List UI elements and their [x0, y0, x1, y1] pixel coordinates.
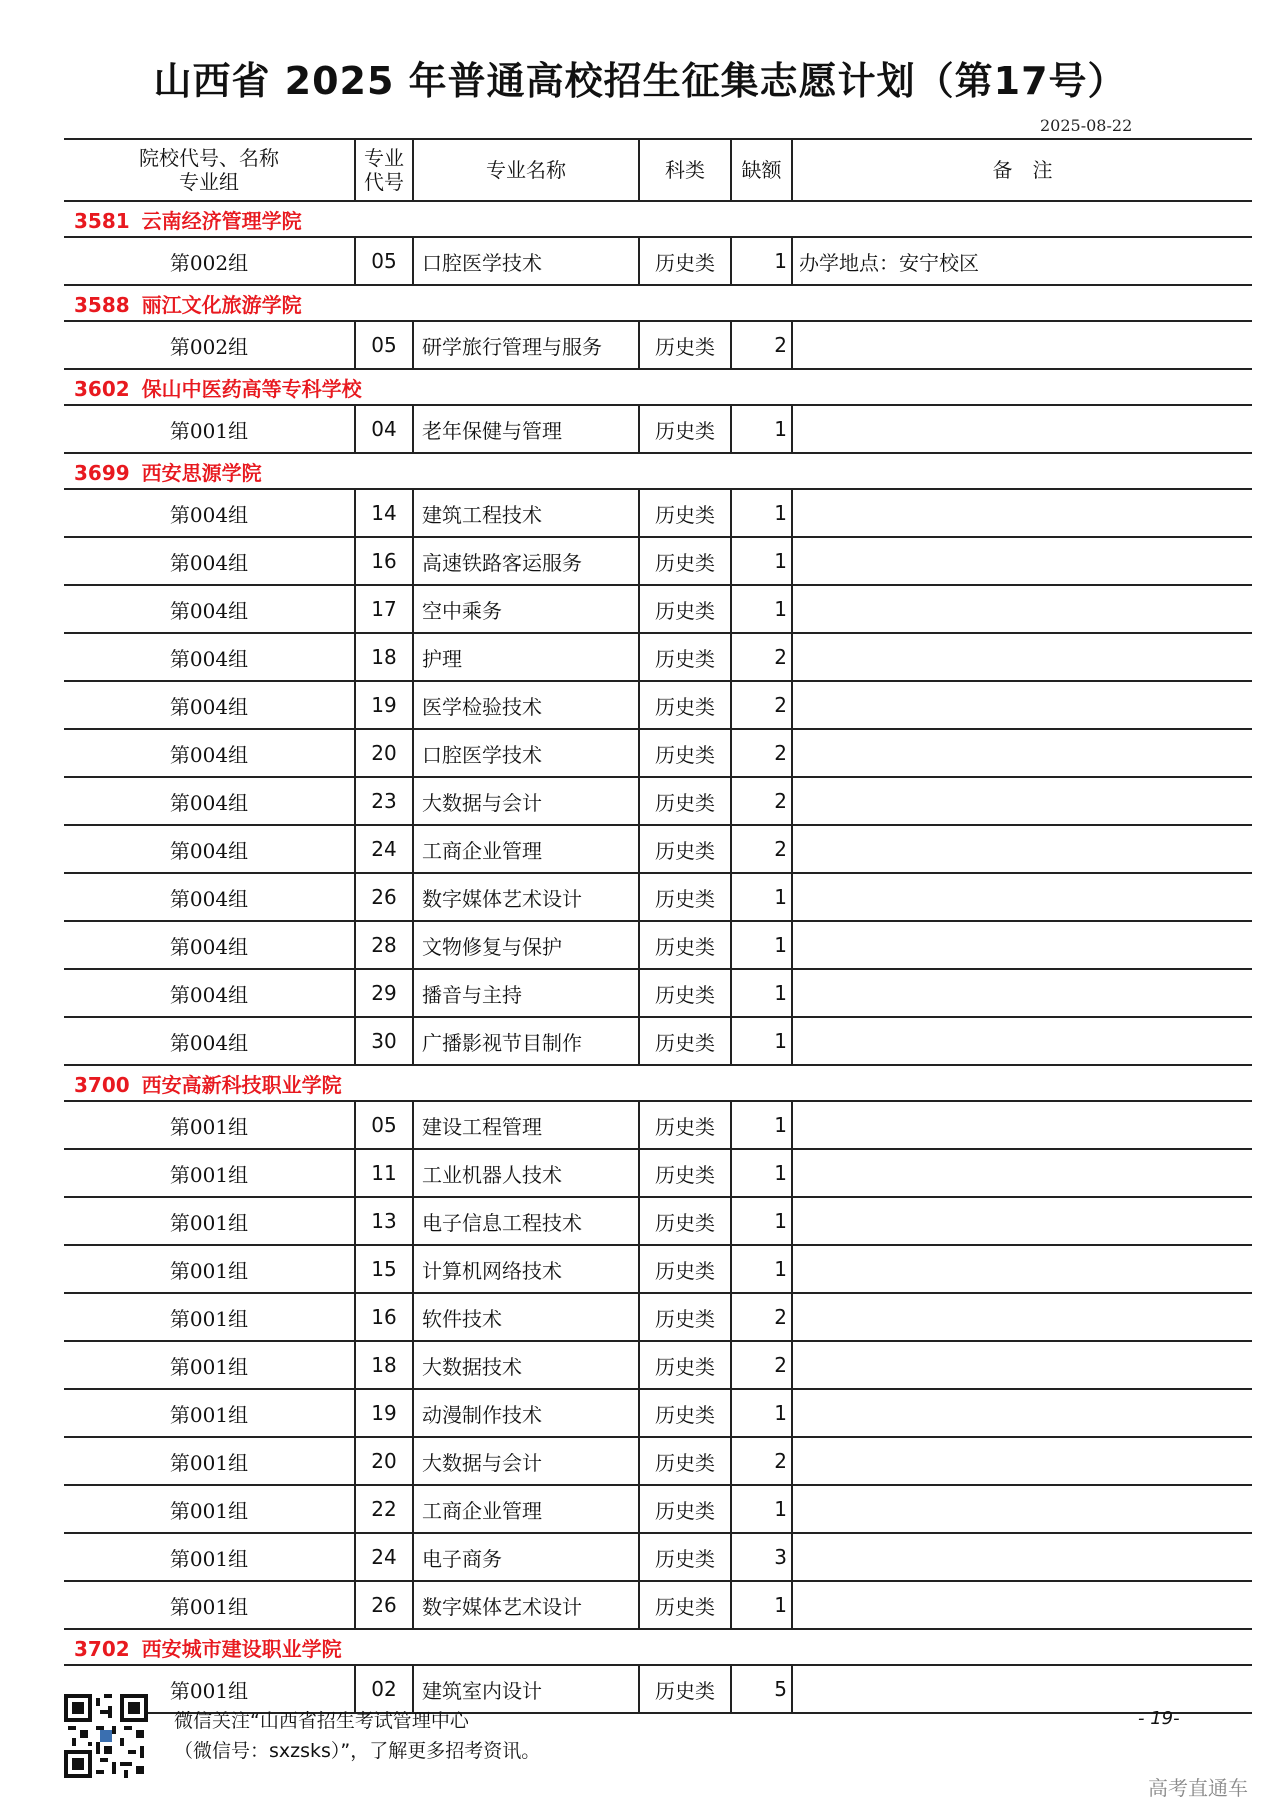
- table-row: [64, 922, 1252, 970]
- school-row: [64, 1630, 1252, 1666]
- group-cell: 第001组: [64, 406, 356, 452]
- vacancy-cell: 2: [732, 322, 793, 368]
- vacancy-cell: 1: [732, 1246, 793, 1292]
- table-row: [64, 1246, 1252, 1294]
- major-name-cell: 医学检验技术: [414, 682, 640, 728]
- vacancy-cell: 1: [732, 970, 793, 1016]
- category-cell: 历史类: [640, 1246, 732, 1292]
- vacancy-cell: 2: [732, 1438, 793, 1484]
- major-name-cell: 计算机网络技术: [414, 1246, 640, 1292]
- group-cell: 第004组: [64, 634, 356, 680]
- school-name: 西安城市建设职业学院: [141, 1636, 342, 1661]
- vacancy-cell: 1: [732, 1582, 793, 1628]
- school-name: 西安高新科技职业学院: [141, 1072, 342, 1097]
- school-code: 3700: [74, 1072, 130, 1097]
- table-row: [64, 874, 1252, 922]
- school-row: [64, 454, 1252, 490]
- watermark: 高考直通车: [1148, 1776, 1248, 1800]
- school-name: 保山中医药高等专科学校: [141, 376, 362, 401]
- school-heading: [64, 373, 362, 402]
- vacancy-cell: 2: [732, 1342, 793, 1388]
- major-code-cell: 05: [356, 322, 414, 368]
- table-row: [64, 238, 1252, 286]
- page-number: - 19-: [1138, 1708, 1180, 1729]
- major-code-cell: 05: [356, 238, 414, 284]
- major-code-cell: 11: [356, 1150, 414, 1196]
- category-cell: 历史类: [640, 1390, 732, 1436]
- group-cell: 第001组: [64, 1486, 356, 1532]
- category-cell: 历史类: [640, 1486, 732, 1532]
- major-code-cell: 28: [356, 922, 414, 968]
- school-code: 3588: [74, 292, 130, 317]
- category-cell: 历史类: [640, 1342, 732, 1388]
- major-name-cell: 软件技术: [414, 1294, 640, 1340]
- vacancy-cell: 2: [732, 1294, 793, 1340]
- table-row: [64, 1150, 1252, 1198]
- major-code-cell: 15: [356, 1246, 414, 1292]
- note-cell: 办学地点：安宁校区: [799, 250, 979, 275]
- table-row: [64, 1342, 1252, 1390]
- major-code-cell: 20: [356, 1438, 414, 1484]
- category-cell: 历史类: [640, 778, 732, 824]
- major-name-cell: 空中乘务: [414, 586, 640, 632]
- header-note: 备 注: [992, 158, 1053, 182]
- major-code-cell: 29: [356, 970, 414, 1016]
- table-row: [64, 322, 1252, 370]
- table-row: [64, 1582, 1252, 1630]
- school-code: 3581: [74, 208, 130, 233]
- note-cell: [793, 586, 1252, 632]
- category-cell: 历史类: [640, 1102, 732, 1148]
- category-cell: 历史类: [640, 826, 732, 872]
- note-cell: [793, 1342, 1252, 1388]
- group-cell: 第004组: [64, 826, 356, 872]
- note-cell: [793, 778, 1252, 824]
- vacancy-cell: 1: [732, 586, 793, 632]
- table-row: [64, 778, 1252, 826]
- school-name: 丽江文化旅游学院: [141, 292, 302, 317]
- major-name-cell: 动漫制作技术: [414, 1390, 640, 1436]
- category-cell: 历史类: [640, 1438, 732, 1484]
- major-code-cell: 16: [356, 538, 414, 584]
- table-row: [64, 1102, 1252, 1150]
- enrollment-table: [64, 138, 1252, 1714]
- major-code-cell: 26: [356, 1582, 414, 1628]
- school-row: [64, 1066, 1252, 1102]
- group-cell: 第001组: [64, 1390, 356, 1436]
- note-cell: [793, 1666, 1252, 1712]
- table-row: [64, 634, 1252, 682]
- header-vacancy: 缺额: [732, 140, 793, 200]
- note-cell: [793, 490, 1252, 536]
- school-name: 西安思源学院: [141, 460, 262, 485]
- category-cell: 历史类: [640, 1018, 732, 1064]
- school-code: 3702: [74, 1636, 130, 1661]
- category-cell: 历史类: [640, 634, 732, 680]
- school-row: [64, 286, 1252, 322]
- note-cell: [793, 1534, 1252, 1580]
- table-row: [64, 1390, 1252, 1438]
- major-name-cell: 数字媒体艺术设计: [414, 1582, 640, 1628]
- group-cell: 第004组: [64, 586, 356, 632]
- note-cell: [793, 1294, 1252, 1340]
- qr-code-icon: [64, 1694, 148, 1778]
- vacancy-cell: 2: [732, 826, 793, 872]
- category-cell: 历史类: [640, 238, 732, 284]
- vacancy-cell: 5: [732, 1666, 793, 1712]
- group-cell: 第004组: [64, 490, 356, 536]
- table-row: [64, 586, 1252, 634]
- major-name-cell: 建设工程管理: [414, 1102, 640, 1148]
- category-cell: 历史类: [640, 922, 732, 968]
- note-cell: [793, 538, 1252, 584]
- table-row: [64, 1438, 1252, 1486]
- note-cell: [793, 634, 1252, 680]
- table-row: [64, 730, 1252, 778]
- group-cell: 第001组: [64, 1102, 356, 1148]
- header-col2-line2: 代号: [364, 170, 404, 194]
- major-code-cell: 05: [356, 1102, 414, 1148]
- group-cell: 第002组: [64, 238, 356, 284]
- note-cell: [793, 1150, 1252, 1196]
- note-cell: [793, 1198, 1252, 1244]
- major-name-cell: 高速铁路客运服务: [414, 538, 640, 584]
- major-name-cell: 广播影视节目制作: [414, 1018, 640, 1064]
- group-cell: 第001组: [64, 1438, 356, 1484]
- major-name-cell: 电子信息工程技术: [414, 1198, 640, 1244]
- publish-date: 2025-08-22: [1040, 116, 1133, 135]
- note-cell: [793, 682, 1252, 728]
- table-row: [64, 1018, 1252, 1066]
- group-cell: 第001组: [64, 1198, 356, 1244]
- vacancy-cell: 1: [732, 490, 793, 536]
- vacancy-cell: 2: [732, 778, 793, 824]
- major-name-cell: 工商企业管理: [414, 826, 640, 872]
- category-cell: 历史类: [640, 730, 732, 776]
- category-cell: 历史类: [640, 970, 732, 1016]
- school-heading: [64, 1069, 342, 1098]
- major-name-cell: 建筑工程技术: [414, 490, 640, 536]
- note-cell: [793, 1582, 1252, 1628]
- school-heading: [64, 1633, 342, 1662]
- group-cell: 第001组: [64, 1582, 356, 1628]
- school-code: 3602: [74, 376, 130, 401]
- major-name-cell: 口腔医学技术: [414, 730, 640, 776]
- vacancy-cell: 1: [732, 1102, 793, 1148]
- school-row: [64, 202, 1252, 238]
- major-code-cell: 20: [356, 730, 414, 776]
- major-name-cell: 建筑室内设计: [414, 1666, 640, 1712]
- category-cell: 历史类: [640, 1582, 732, 1628]
- category-cell: 历史类: [640, 874, 732, 920]
- major-code-cell: 23: [356, 778, 414, 824]
- note-cell: [793, 922, 1252, 968]
- vacancy-cell: 1: [732, 1150, 793, 1196]
- category-cell: 历史类: [640, 538, 732, 584]
- major-name-cell: 研学旅行管理与服务: [414, 322, 640, 368]
- table-row: [64, 826, 1252, 874]
- major-name-cell: 工商企业管理: [414, 1486, 640, 1532]
- vacancy-cell: 1: [732, 238, 793, 284]
- table-row: [64, 1486, 1252, 1534]
- note-cell: [793, 1390, 1252, 1436]
- major-name-cell: 老年保健与管理: [414, 406, 640, 452]
- major-code-cell: 13: [356, 1198, 414, 1244]
- major-code-cell: 02: [356, 1666, 414, 1712]
- major-name-cell: 护理: [414, 634, 640, 680]
- footer-wechat-line1: 微信关注“山西省招生考试管理中心: [174, 1710, 469, 1732]
- footer-wechat-line2: （微信号：sxzsks）”，了解更多招考资讯。: [174, 1740, 541, 1762]
- vacancy-cell: 2: [732, 682, 793, 728]
- major-code-cell: 30: [356, 1018, 414, 1064]
- header-category: 科类: [640, 140, 732, 200]
- major-code-cell: 18: [356, 634, 414, 680]
- group-cell: 第004组: [64, 874, 356, 920]
- note-cell: [793, 826, 1252, 872]
- category-cell: 历史类: [640, 1666, 732, 1712]
- vacancy-cell: 1: [732, 406, 793, 452]
- vacancy-cell: 3: [732, 1534, 793, 1580]
- category-cell: 历史类: [640, 1294, 732, 1340]
- major-code-cell: 04: [356, 406, 414, 452]
- category-cell: 历史类: [640, 1150, 732, 1196]
- major-code-cell: 19: [356, 682, 414, 728]
- school-code: 3699: [74, 460, 130, 485]
- category-cell: 历史类: [640, 322, 732, 368]
- group-cell: 第004组: [64, 730, 356, 776]
- table-row: [64, 406, 1252, 454]
- vacancy-cell: 1: [732, 1486, 793, 1532]
- major-name-cell: 文物修复与保护: [414, 922, 640, 968]
- category-cell: 历史类: [640, 1198, 732, 1244]
- vacancy-cell: 1: [732, 538, 793, 584]
- note-cell: [793, 874, 1252, 920]
- category-cell: 历史类: [640, 406, 732, 452]
- major-code-cell: 24: [356, 826, 414, 872]
- vacancy-cell: 2: [732, 634, 793, 680]
- group-cell: 第004组: [64, 922, 356, 968]
- major-name-cell: 大数据与会计: [414, 778, 640, 824]
- table-row: [64, 682, 1252, 730]
- vacancy-cell: 1: [732, 1198, 793, 1244]
- group-cell: 第001组: [64, 1294, 356, 1340]
- category-cell: 历史类: [640, 490, 732, 536]
- school-heading: [64, 205, 302, 234]
- note-cell: [793, 970, 1252, 1016]
- table-row: [64, 1294, 1252, 1342]
- vacancy-cell: 2: [732, 730, 793, 776]
- major-name-cell: 大数据技术: [414, 1342, 640, 1388]
- group-cell: 第001组: [64, 1150, 356, 1196]
- note-cell: [793, 1102, 1252, 1148]
- major-name-cell: 数字媒体艺术设计: [414, 874, 640, 920]
- group-cell: 第004组: [64, 682, 356, 728]
- major-code-cell: 24: [356, 1534, 414, 1580]
- table-row: [64, 1534, 1252, 1582]
- group-cell: 第004组: [64, 970, 356, 1016]
- major-code-cell: 16: [356, 1294, 414, 1340]
- school-heading: [64, 289, 302, 318]
- major-name-cell: 工业机器人技术: [414, 1150, 640, 1196]
- header-major-code: [356, 140, 414, 200]
- header-col1-line2: 专业组: [179, 170, 239, 194]
- major-code-cell: 19: [356, 1390, 414, 1436]
- major-name-cell: 电子商务: [414, 1534, 640, 1580]
- group-cell: 第004组: [64, 778, 356, 824]
- major-code-cell: 18: [356, 1342, 414, 1388]
- category-cell: 历史类: [640, 682, 732, 728]
- category-cell: 历史类: [640, 1534, 732, 1580]
- major-name-cell: 大数据与会计: [414, 1438, 640, 1484]
- note-cell: [793, 1018, 1252, 1064]
- header-major-name: 专业名称: [414, 140, 640, 200]
- table-body: [64, 202, 1252, 1714]
- vacancy-cell: 1: [732, 874, 793, 920]
- group-cell: 第004组: [64, 538, 356, 584]
- group-cell: 第001组: [64, 1666, 356, 1712]
- group-cell: 第001组: [64, 1342, 356, 1388]
- school-name: 云南经济管理学院: [141, 208, 302, 233]
- group-cell: 第001组: [64, 1246, 356, 1292]
- note-cell: [793, 1246, 1252, 1292]
- vacancy-cell: 1: [732, 1390, 793, 1436]
- major-name-cell: 口腔医学技术: [414, 238, 640, 284]
- table-row: [64, 970, 1252, 1018]
- group-cell: 第002组: [64, 322, 356, 368]
- major-code-cell: 14: [356, 490, 414, 536]
- group-cell: 第001组: [64, 1534, 356, 1580]
- note-cell: [793, 1438, 1252, 1484]
- table-row: [64, 490, 1252, 538]
- school-row: [64, 370, 1252, 406]
- category-cell: 历史类: [640, 586, 732, 632]
- note-cell: [793, 1486, 1252, 1532]
- note-cell: [793, 322, 1252, 368]
- group-cell: 第004组: [64, 1018, 356, 1064]
- table-row: [64, 1198, 1252, 1246]
- major-code-cell: 26: [356, 874, 414, 920]
- note-cell: [793, 730, 1252, 776]
- school-heading: [64, 457, 262, 486]
- header-col2-line1: 专业: [364, 146, 404, 170]
- major-code-cell: 22: [356, 1486, 414, 1532]
- vacancy-cell: 1: [732, 1018, 793, 1064]
- header-school-group: [64, 140, 356, 200]
- vacancy-cell: 1: [732, 922, 793, 968]
- table-row: [64, 538, 1252, 586]
- header-col1-line1: 院校代号、名称: [139, 146, 279, 170]
- major-code-cell: 17: [356, 586, 414, 632]
- major-name-cell: 播音与主持: [414, 970, 640, 1016]
- table-header: [64, 138, 1252, 202]
- page-title: 山西省 2025 年普通高校招生征集志愿计划（第17号）: [153, 59, 1127, 103]
- note-cell: [793, 406, 1252, 452]
